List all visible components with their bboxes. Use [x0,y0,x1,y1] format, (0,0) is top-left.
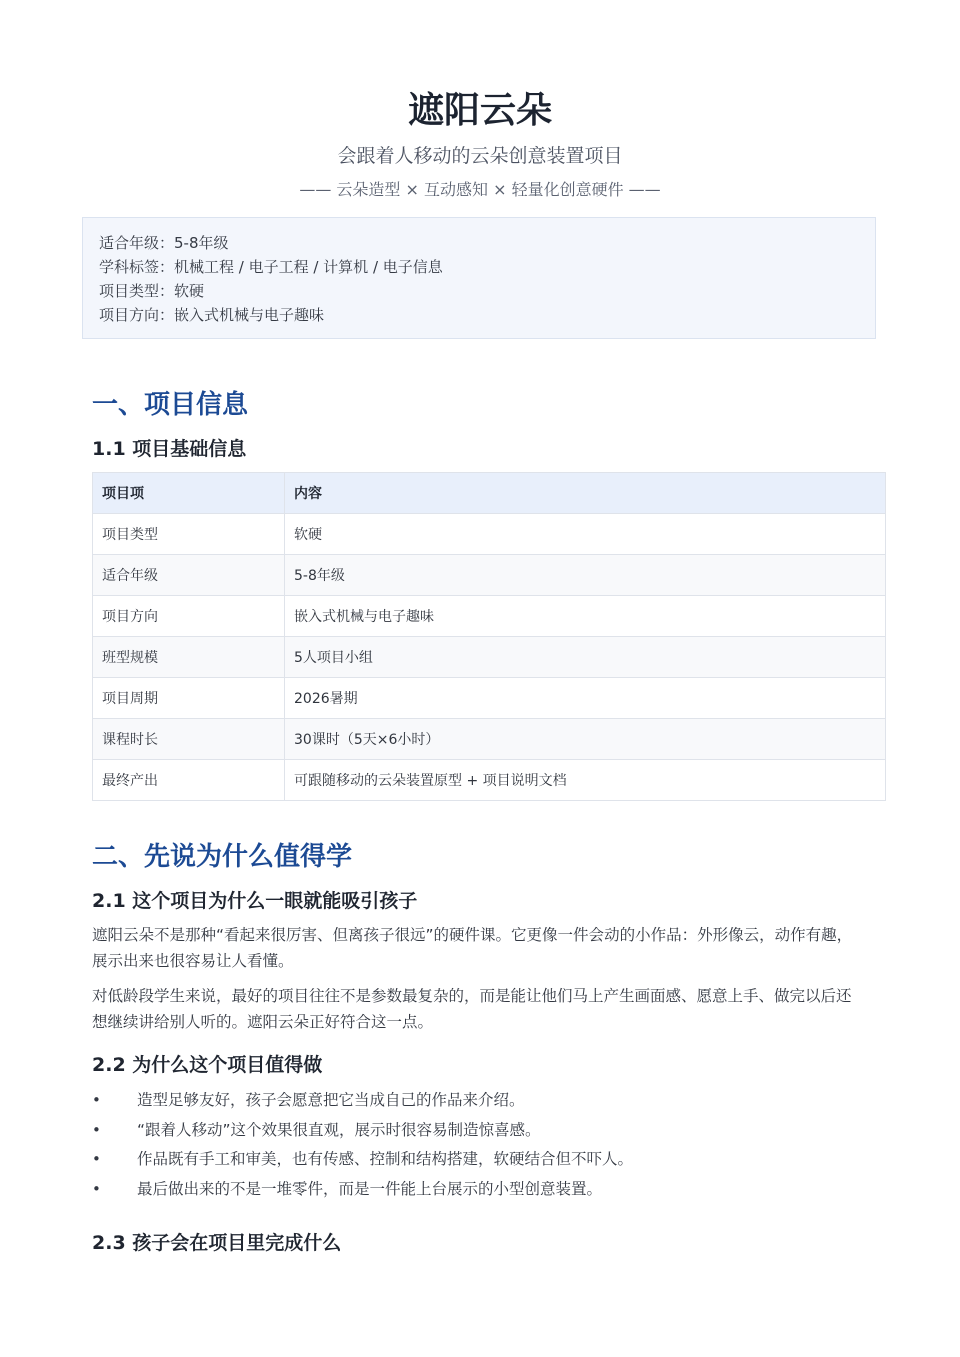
table-cell-key: 项目方向 [93,596,285,637]
table-row [93,719,886,760]
document-subtitle: 会跟着人移动的云朵创意装置项目 [337,145,623,167]
reasons-list [92,1086,872,1204]
list-item: • 作品既有手工和审美，也有传感、控制和结构搭建，软硬结合但不吓人。 [92,1145,872,1175]
table-cell-key: 项目周期 [93,678,285,719]
document-title: 遮阳云朵 [407,90,552,131]
paragraph-young-students: 对低龄段学生来说，最好的项目往往不是参数最复杂的，而是能让他们马上产生画面感、愿意上手、做完以后还想继续讲给别人听的。遮阳云朵正好符合这一点。 [92,987,852,1031]
table-cell-value: 2026暑期 [285,678,886,719]
table-cell-key: 课程时长 [93,719,285,760]
table-row [93,555,886,596]
table-cell-value: 30课时（5天×6小时） [285,719,886,760]
table-row [93,637,886,678]
section-2-heading: 二、先说为什么值得学 [92,842,353,872]
table-header-content: 内容 [285,473,886,514]
table-row [93,760,886,801]
list-item: • 造型足够友好，孩子会愿意把它当成自己的作品来介绍。 [92,1086,872,1116]
table-cell-key: 班型规模 [93,637,285,678]
summary-direction: 项目方向：嵌入式机械与电子趣味 [99,306,325,324]
section-2-1-heading: 2.1 这个项目为什么一眼就能吸引孩子 [92,890,418,912]
table-cell-value: 软硬 [285,514,886,555]
table-cell-value: 嵌入式机械与电子趣味 [285,596,886,637]
list-item: • 最后做出来的不是一堆零件，而是一件能上台展示的小型创意装置。 [92,1175,872,1205]
table-header-row [93,473,886,514]
table-cell-key: 项目类型 [93,514,285,555]
summary-type: 项目类型：软硬 [99,282,205,300]
table-row [93,678,886,719]
document-tagline: —— 云朵造型 × 互动感知 × 轻量化创意硬件 —— [299,180,661,199]
section-1-heading: 一、项目信息 [92,390,249,420]
table-row [93,514,886,555]
summary-subjects: 学科标签：机械工程 / 电子工程 / 计算机 / 电子信息 [99,258,443,276]
section-2-2-heading: 2.2 为什么这个项目值得做 [92,1054,323,1076]
section-2-3-heading: 2.3 孩子会在项目里完成什么 [92,1232,342,1254]
table-cell-value: 可跟随移动的云朵装置原型 + 项目说明文档 [285,760,886,801]
table-header-item: 项目项 [93,473,285,514]
section-1-1-heading: 1.1 项目基础信息 [92,438,247,460]
table-cell-key: 适合年级 [93,555,285,596]
table-row [93,596,886,637]
table-cell-key: 最终产出 [93,760,285,801]
summary-grade: 适合年级：5-8年级 [99,234,229,252]
paragraph-attraction: 遮阳云朵不是那种“看起来很厉害、但离孩子很远”的硬件课。它更像一件会动的小作品：外形像云，动作有趣，展示出来也很容易让人看懂。 [92,926,853,970]
list-item: • “跟着人移动”这个效果很直观，展示时很容易制造惊喜感。 [92,1116,872,1146]
project-summary-box [82,217,876,339]
project-info-table [92,472,886,801]
table-cell-value: 5人项目小组 [285,637,886,678]
table-cell-value: 5-8年级 [285,555,886,596]
